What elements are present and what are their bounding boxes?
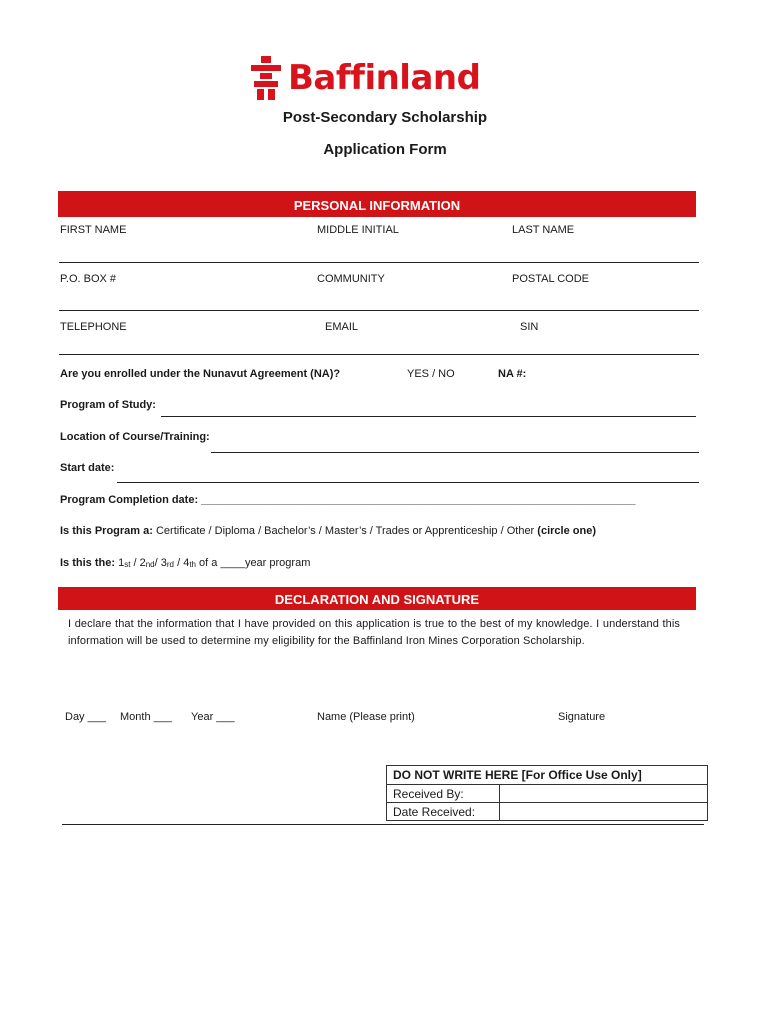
program-type-row bbox=[60, 525, 596, 537]
signature-label: Signature bbox=[558, 711, 606, 723]
personal-info-heading: PERSONAL INFORMATION bbox=[58, 191, 696, 217]
office-use-table bbox=[386, 765, 708, 821]
first-name-label: FIRST NAME bbox=[60, 224, 127, 236]
received-by-value[interactable] bbox=[500, 785, 708, 803]
community-label: COMMUNITY bbox=[317, 273, 385, 285]
row2-input-line[interactable] bbox=[59, 310, 699, 311]
email-label: EMAIL bbox=[325, 321, 359, 333]
form-title: Post-Secondary Scholarship bbox=[282, 109, 488, 126]
year-program-text: year program bbox=[244, 557, 311, 569]
year-option-4[interactable]: 4th bbox=[183, 557, 196, 569]
declaration-text: I declare that the information that I have provided on this application is true to the best of my knowledge. I understand this information will be used to determine my eligibility for the Baffinland Iron Mines Corporation Scholarship. bbox=[68, 618, 680, 647]
last-name-label: LAST NAME bbox=[512, 224, 575, 236]
telephone-label: TELEPHONE bbox=[60, 321, 127, 333]
program-of-study-line[interactable] bbox=[161, 416, 696, 417]
year-option-1[interactable]: 1st bbox=[118, 557, 131, 569]
nunavut-question: Are you enrolled under the Nunavut Agreement (NA)? bbox=[60, 368, 341, 380]
bottom-divider bbox=[62, 824, 704, 825]
date-received-label: Date Received: bbox=[387, 803, 500, 821]
location-line[interactable] bbox=[211, 452, 699, 453]
year-field[interactable]: Year ___ bbox=[191, 711, 235, 723]
yes-no-option[interactable]: YES / NO bbox=[407, 368, 455, 380]
program-of-study-label: Program of Study: bbox=[60, 399, 156, 411]
date-received-value[interactable] bbox=[500, 803, 708, 821]
form-subtitle: Application Form bbox=[323, 141, 447, 158]
received-by-label: Received By: bbox=[387, 785, 500, 803]
postal-code-label: POSTAL CODE bbox=[512, 273, 590, 285]
location-label: Location of Course/Training: bbox=[60, 431, 210, 443]
middle-initial-label: MIDDLE INITIAL bbox=[317, 224, 399, 236]
start-date-label: Start date: bbox=[60, 462, 115, 474]
program-type-label: Is this Program a: bbox=[60, 525, 153, 537]
completion-date-field[interactable]: Program Completion date: _______________________________________________________________________ bbox=[60, 494, 636, 506]
baffinland-logo bbox=[250, 54, 525, 102]
program-type-options[interactable]: Certificate / Diploma / Bachelor’s / Master’s / Trades or Apprenticeship / Other bbox=[155, 525, 535, 537]
brand-name: Baffinland bbox=[288, 58, 481, 98]
declaration-heading: DECLARATION AND SIGNATURE bbox=[58, 587, 696, 610]
program-type-hint: (circle one) bbox=[537, 525, 596, 537]
day-field[interactable]: Day ___ bbox=[65, 711, 106, 723]
inukshuk-icon bbox=[250, 54, 286, 102]
office-use-heading: DO NOT WRITE HERE [For Office Use Only] bbox=[387, 766, 708, 785]
year-label: Is this the: bbox=[60, 557, 116, 569]
month-field[interactable]: Month ___ bbox=[120, 711, 172, 723]
na-number-label: NA #: bbox=[498, 368, 527, 380]
name-print-label: Name (Please print) bbox=[317, 711, 415, 723]
start-date-line[interactable] bbox=[117, 482, 699, 483]
year-option-2[interactable]: 2nd bbox=[139, 557, 155, 569]
row1-input-line[interactable] bbox=[59, 262, 699, 263]
sin-label: SIN bbox=[520, 321, 539, 333]
row3-input-line[interactable] bbox=[59, 354, 699, 355]
year-blank[interactable]: ____ bbox=[220, 557, 245, 569]
po-box-label: P.O. BOX # bbox=[60, 273, 117, 285]
year-option-3[interactable]: 3rd bbox=[160, 557, 175, 569]
year-of-program-row: Is this the: 1st / 2nd/ 3rd / 4th of a ____year program bbox=[60, 557, 311, 569]
